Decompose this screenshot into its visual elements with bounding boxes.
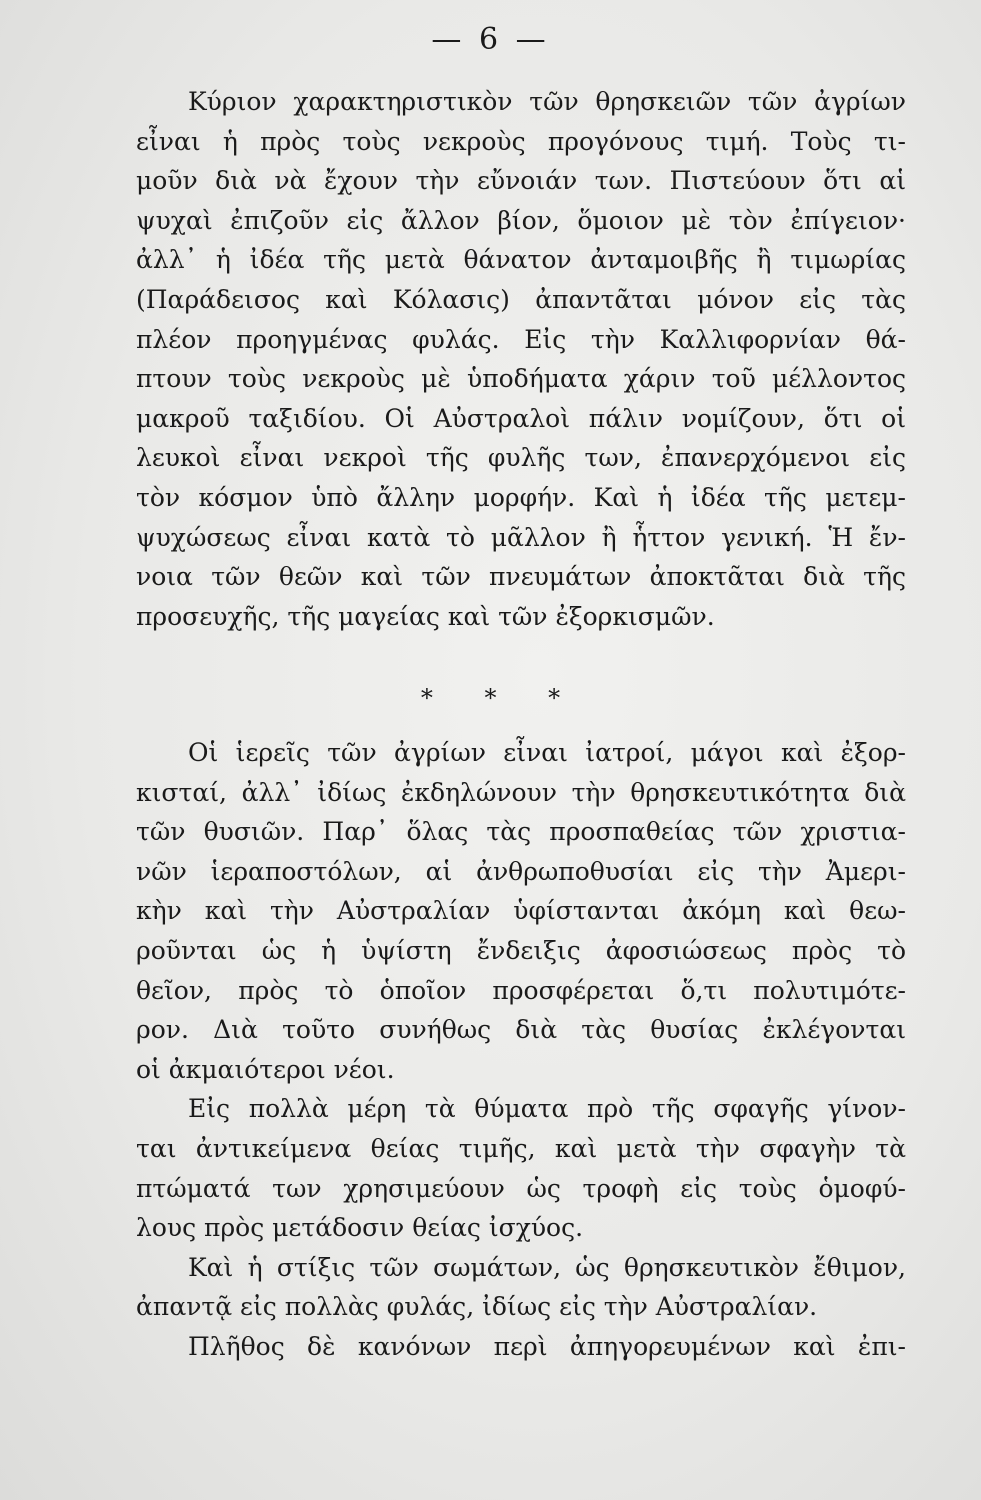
page-number: — 6 —	[431, 22, 550, 57]
text-line: τὸν κόσμον ὑπὸ ἄλλην μορφήν. Καὶ ἡ ἰδέα τῆς μετεμ-	[136, 482, 906, 512]
text-line: λους πρὸς μετάδοσιν θείας ἰσχύος.	[136, 1213, 584, 1243]
text-line: ἀπαντᾷ εἰς πολλὰς φυλάς, ἰδίως εἰς τὴν Αὐστραλίαν.	[136, 1292, 818, 1322]
text-line: Εἰς πολλὰ μέρη τὰ θύματα πρὸ τῆς σφαγῆς γίνον-	[188, 1094, 906, 1124]
text-line: προσευχῆς, τῆς μαγείας καὶ τῶν ἐξορκισμῶν.	[136, 601, 715, 631]
text-line: πλέον προηγμένας φυλάς. Εἰς τὴν Καλλιφορνίαν θά-	[136, 324, 906, 354]
text-line: κὴν καὶ τὴν Αὐστραλίαν ὑφίστανται ἀκόμη καὶ θεω-	[136, 896, 906, 926]
text-line: πτουν τοὺς νεκροὺς μὲ ὑποδήματα χάριν τοῦ μέλλοντος	[136, 364, 906, 394]
text-line: ρον. Διὰ τοῦτο συνήθως διὰ τὰς θυσίας ἐκλέγονται	[136, 1015, 906, 1045]
paragraph-priests-sacrifices	[136, 733, 906, 1367]
paragraph-ancestor-worship	[136, 82, 906, 636]
text-line: ψυχώσεως εἶναι κατὰ τὸ μᾶλλον ἢ ἧττον γενική. Ἡ ἔν-	[136, 522, 906, 552]
text-line: λευκοὶ εἶναι νεκροὶ τῆς φυλῆς των, ἐπανερχόμενοι εἰς	[136, 443, 906, 473]
text-line: (Παράδεισος καὶ Κόλασις) ἀπαντᾶται μόνον εἰς τὰς	[136, 284, 906, 314]
text-line: νῶν ἱεραποστόλων, αἱ ἀνθρωποθυσίαι εἰς τὴν Ἀμερι-	[136, 856, 906, 886]
text-line: εἶναι ἡ πρὸς τοὺς νεκροὺς προγόνους τιμή. Τοὺς τι-	[136, 126, 906, 156]
text-line: ροῦνται ὡς ἡ ὑψίστη ἔνδειξις ἀφοσιώσεως πρὸς τὸ	[136, 935, 906, 965]
text-line: ἀλλ᾽ ἡ ἰδέα τῆς μετὰ θάνατον ἀνταμοιβῆς ἢ τιμωρίας	[136, 245, 906, 275]
text-line: ψυχαὶ ἐπιζοῦν εἰς ἄλλον βίον, ὅμοιον μὲ τὸν ἐπίγειον·	[136, 205, 906, 235]
text-line: μακροῦ ταξιδίου. Οἱ Αὐστραλοὶ πάλιν νομίζουν, ὅτι οἱ	[136, 403, 906, 433]
text-line: μοῦν διὰ νὰ ἔχουν τὴν εὔνοιάν των. Πιστεύουν ὅτι αἱ	[136, 166, 906, 196]
section-separator: * * *	[420, 684, 583, 712]
text-line: πτώματά των χρησιμεύουν ὡς τροφὴ εἰς τοὺς ὁμοφύ-	[136, 1173, 906, 1203]
text-line: Οἱ ἱερεῖς τῶν ἀγρίων εἶναι ἰατροί, μάγοι καὶ ἐξορ-	[188, 738, 906, 767]
text-line: Πλῆθος δὲ κανόνων περὶ ἀπηγορευμένων καὶ ἐπι-	[188, 1331, 906, 1361]
text-line: Καὶ ἡ στίξις τῶν σωμάτων, ὡς θρησκευτικὸν ἔθιμον,	[188, 1252, 906, 1282]
text-line: ται ἀντικείμενα θείας τιμῆς, καὶ μετὰ τὴν σφαγὴν τὰ	[136, 1133, 906, 1163]
text-line: οἱ ἀκμαιότεροι νέοι.	[136, 1054, 395, 1084]
text-line: κισταί, ἀλλ᾽ ἰδίως ἐκδηλώνουν τὴν θρησκευτικότητα διὰ	[136, 777, 906, 807]
text-line: τῶν θυσιῶν. Παρ᾽ ὅλας τὰς προσπαθείας τῶν χριστια-	[136, 817, 906, 847]
text-line: Κύριον χαρακτηριστικὸν τῶν θρησκειῶν τῶν ἀγρίων	[188, 87, 906, 116]
text-line: θεῖον, πρὸς τὸ ὁποῖον προσφέρεται ὅ,τι πολυτιμότε-	[136, 975, 906, 1005]
text-line: νοια τῶν θεῶν καὶ τῶν πνευμάτων ἀποκτᾶται διὰ τῆς	[136, 562, 906, 592]
